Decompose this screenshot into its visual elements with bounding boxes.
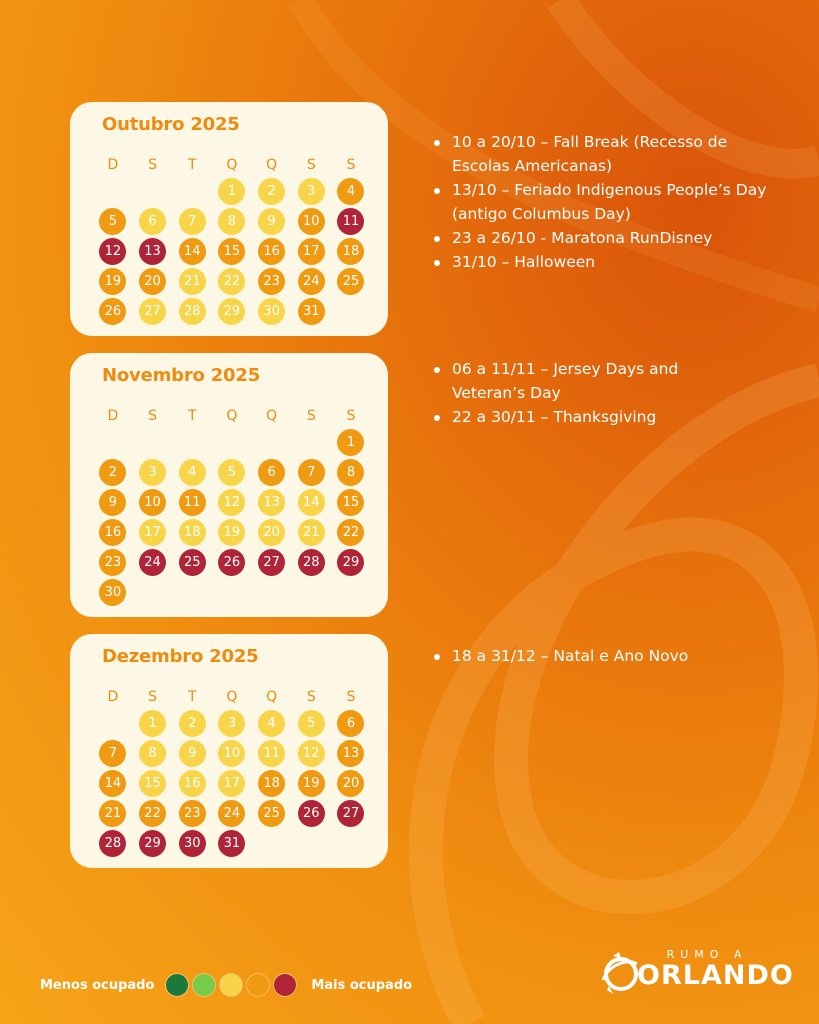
legend-dot-level-5 — [274, 974, 296, 996]
calendar-day: 3 — [218, 710, 245, 737]
calendar-day: 22 — [337, 519, 364, 546]
calendar-day: 4 — [258, 710, 285, 737]
calendar-day: 16 — [258, 238, 285, 265]
day-cell — [93, 519, 133, 546]
calendar-day: 23 — [258, 268, 285, 295]
day-cell — [172, 298, 212, 325]
calendar-day: 2 — [179, 710, 206, 737]
day-cell — [212, 519, 252, 546]
day-cell — [133, 800, 173, 827]
day-cell — [172, 268, 212, 295]
day-cell — [133, 489, 173, 516]
calendar-day: 23 — [99, 549, 126, 576]
calendar-day: 5 — [99, 208, 126, 235]
day-cell — [133, 830, 173, 857]
day-cell — [331, 770, 371, 797]
calendar-day: 19 — [298, 770, 325, 797]
day-cell — [252, 238, 292, 265]
week-row — [93, 798, 373, 828]
week-row — [93, 768, 373, 798]
calendar-day: 5 — [298, 710, 325, 737]
calendar-day: 15 — [337, 489, 364, 516]
day-cell — [331, 549, 371, 576]
day-cell — [212, 549, 252, 576]
calendar-day: 12 — [218, 489, 245, 516]
calendar-day: 1 — [337, 429, 364, 456]
calendar-day: 23 — [179, 800, 206, 827]
globe-swirl-logo-icon — [599, 950, 639, 996]
day-cell — [212, 740, 252, 767]
weekday-label: Q — [266, 157, 278, 173]
event-item: 13/10 – Feriado Indigenous People’s Day (antigo Columbus Day) — [430, 178, 770, 226]
calendar-day: 18 — [258, 770, 285, 797]
weekday-label: Q — [266, 689, 278, 705]
calendar-day: 2 — [258, 178, 285, 205]
calendar-day: 22 — [139, 800, 166, 827]
calendar-day: 30 — [179, 830, 206, 857]
day-cell — [291, 519, 331, 546]
calendar-day: 16 — [99, 519, 126, 546]
calendar-december — [70, 634, 388, 868]
day-cell — [212, 238, 252, 265]
day-cell — [172, 489, 212, 516]
calendar-day: 17 — [218, 770, 245, 797]
day-cell — [252, 710, 292, 737]
day-cell — [93, 830, 133, 857]
calendar-day: 7 — [298, 459, 325, 486]
calendar-day: 8 — [218, 208, 245, 235]
day-cell — [172, 800, 212, 827]
calendar-day: 11 — [179, 489, 206, 516]
day-cell — [291, 740, 331, 767]
day-cell — [133, 238, 173, 265]
day-cell — [93, 740, 133, 767]
calendar-grid — [93, 154, 373, 326]
calendar-day: 24 — [139, 549, 166, 576]
day-cell — [291, 710, 331, 737]
brand-top-text: RUMO A — [666, 948, 748, 961]
brand-main-text: ORLANDO — [637, 960, 794, 991]
day-cell — [93, 489, 133, 516]
weekday-label: S — [346, 689, 356, 705]
day-cell — [291, 489, 331, 516]
brand-logo — [597, 948, 794, 998]
day-cell — [93, 549, 133, 576]
day-cell — [212, 268, 252, 295]
calendar-day: 17 — [139, 519, 166, 546]
calendar-november — [70, 353, 388, 617]
legend-more-label: Mais ocupado — [311, 977, 413, 993]
calendar-day: 24 — [218, 800, 245, 827]
calendar-day: 9 — [99, 489, 126, 516]
calendar-day: 7 — [179, 208, 206, 235]
calendar-day: 27 — [337, 800, 364, 827]
calendar-day: 15 — [139, 770, 166, 797]
weekday-label: Q — [226, 157, 238, 173]
occupancy-legend — [40, 970, 412, 1000]
calendar-day: 18 — [179, 519, 206, 546]
day-cell — [291, 268, 331, 295]
weekday-label: T — [187, 689, 197, 705]
day-cell — [172, 830, 212, 857]
calendar-grid — [93, 686, 373, 858]
calendar-day: 17 — [298, 238, 325, 265]
calendar-day: 13 — [139, 238, 166, 265]
day-cell — [252, 770, 292, 797]
day-cell — [172, 740, 212, 767]
calendar-day: 25 — [337, 268, 364, 295]
day-cell — [331, 489, 371, 516]
week-row — [93, 176, 373, 206]
day-cell — [133, 208, 173, 235]
calendar-day: 12 — [298, 740, 325, 767]
week-row — [93, 266, 373, 296]
calendar-day: 26 — [218, 549, 245, 576]
day-cell — [93, 770, 133, 797]
calendar-day: 25 — [179, 549, 206, 576]
legend-dot-level-1 — [166, 974, 188, 996]
event-item: 22 a 30/11 – Thanksgiving — [430, 405, 680, 429]
week-row — [93, 487, 373, 517]
event-item: 06 a 11/11 – Jersey Days and Veteran’s Day — [430, 357, 680, 405]
day-cell — [93, 298, 133, 325]
day-cell — [291, 178, 331, 205]
calendar-day: 4 — [179, 459, 206, 486]
calendar-day: 1 — [139, 710, 166, 737]
week-row — [93, 296, 373, 326]
day-cell — [331, 740, 371, 767]
day-cell — [291, 298, 331, 325]
day-cell — [212, 800, 252, 827]
calendar-day: 28 — [99, 830, 126, 857]
calendar-day: 31 — [218, 830, 245, 857]
calendar-day: 19 — [99, 268, 126, 295]
day-cell — [172, 710, 212, 737]
legend-less-label: Menos ocupado — [40, 977, 155, 993]
calendar-day: 6 — [337, 710, 364, 737]
weekday-label: S — [346, 157, 356, 173]
day-cell — [172, 459, 212, 486]
day-cell — [291, 238, 331, 265]
week-row — [93, 738, 373, 768]
day-cell — [133, 710, 173, 737]
day-cell — [331, 208, 371, 235]
weekday-header — [93, 405, 373, 427]
day-cell — [172, 549, 212, 576]
day-cell — [133, 268, 173, 295]
calendar-day: 21 — [179, 268, 206, 295]
day-cell — [93, 208, 133, 235]
calendar-day: 9 — [179, 740, 206, 767]
calendar-day: 13 — [337, 740, 364, 767]
day-cell — [93, 268, 133, 295]
day-cell — [252, 298, 292, 325]
calendar-day: 30 — [258, 298, 285, 325]
day-cell — [291, 549, 331, 576]
day-cell — [291, 800, 331, 827]
weekday-label: S — [306, 157, 316, 173]
legend-dot-level-4 — [247, 974, 269, 996]
calendar-day: 14 — [179, 238, 206, 265]
weekday-label: Q — [226, 689, 238, 705]
day-cell — [172, 238, 212, 265]
week-row — [93, 236, 373, 266]
week-row — [93, 577, 373, 607]
calendar-day: 29 — [218, 298, 245, 325]
day-cell — [212, 459, 252, 486]
day-cell — [331, 238, 371, 265]
calendar-day: 14 — [99, 770, 126, 797]
calendar-day: 6 — [258, 459, 285, 486]
day-cell — [331, 429, 371, 456]
weekday-label: Q — [226, 408, 238, 424]
weekday-label: S — [346, 408, 356, 424]
calendar-day: 6 — [139, 208, 166, 235]
week-row — [93, 708, 373, 738]
calendar-day: 26 — [99, 298, 126, 325]
calendar-day: 16 — [179, 770, 206, 797]
day-cell — [252, 178, 292, 205]
calendar-day: 21 — [99, 800, 126, 827]
calendar-day: 10 — [298, 208, 325, 235]
calendar-day: 30 — [99, 579, 126, 606]
calendar-day: 28 — [179, 298, 206, 325]
calendar-day: 7 — [99, 740, 126, 767]
events-december — [430, 644, 770, 668]
weekday-label: D — [107, 408, 119, 424]
weekday-label: T — [187, 157, 197, 173]
day-cell — [331, 178, 371, 205]
weekday-label: D — [107, 689, 119, 705]
weekday-header — [93, 154, 373, 176]
day-cell — [252, 489, 292, 516]
calendar-day: 19 — [218, 519, 245, 546]
calendar-october — [70, 102, 388, 336]
day-cell — [291, 770, 331, 797]
day-cell — [133, 519, 173, 546]
week-row — [93, 828, 373, 858]
calendar-day: 10 — [139, 489, 166, 516]
event-item: 10 a 20/10 – Fall Break (Recesso de Escolas Americanas) — [430, 130, 770, 178]
calendar-day: 18 — [337, 238, 364, 265]
day-cell — [93, 459, 133, 486]
day-cell — [172, 519, 212, 546]
day-cell — [212, 489, 252, 516]
day-cell — [212, 178, 252, 205]
day-cell — [331, 800, 371, 827]
week-row — [93, 517, 373, 547]
calendar-day: 29 — [139, 830, 166, 857]
month-title: Dezembro 2025 — [102, 646, 259, 667]
calendar-day: 11 — [258, 740, 285, 767]
calendar-day: 27 — [139, 298, 166, 325]
week-row — [93, 457, 373, 487]
day-cell — [252, 208, 292, 235]
calendar-day: 31 — [298, 298, 325, 325]
calendar-day: 12 — [99, 238, 126, 265]
day-cell — [93, 800, 133, 827]
week-row — [93, 547, 373, 577]
day-cell — [172, 770, 212, 797]
day-cell — [133, 740, 173, 767]
calendar-day: 20 — [139, 268, 166, 295]
day-cell — [212, 770, 252, 797]
day-cell — [133, 298, 173, 325]
day-cell — [331, 710, 371, 737]
day-cell — [252, 740, 292, 767]
calendar-day: 3 — [298, 178, 325, 205]
day-cell — [252, 459, 292, 486]
calendar-day: 20 — [258, 519, 285, 546]
day-cell — [252, 268, 292, 295]
day-cell — [252, 549, 292, 576]
weekday-label: S — [306, 689, 316, 705]
calendar-day: 29 — [337, 549, 364, 576]
calendar-day: 13 — [258, 489, 285, 516]
calendar-day: 8 — [337, 459, 364, 486]
day-cell — [133, 459, 173, 486]
calendar-day: 15 — [218, 238, 245, 265]
day-cell — [93, 238, 133, 265]
day-cell — [93, 579, 133, 606]
weekday-label: S — [306, 408, 316, 424]
day-cell — [331, 519, 371, 546]
calendar-grid — [93, 405, 373, 607]
month-title: Outubro 2025 — [102, 114, 240, 135]
calendar-day: 26 — [298, 800, 325, 827]
day-cell — [212, 298, 252, 325]
calendar-day: 27 — [258, 549, 285, 576]
events-october — [430, 130, 770, 274]
weekday-label: S — [148, 689, 157, 705]
weekday-label: S — [148, 157, 157, 173]
day-cell — [172, 208, 212, 235]
calendar-day: 24 — [298, 268, 325, 295]
day-cell — [212, 208, 252, 235]
calendar-day: 11 — [337, 208, 364, 235]
calendar-day: 21 — [298, 519, 325, 546]
day-cell — [212, 710, 252, 737]
day-cell — [133, 549, 173, 576]
calendar-day: 22 — [218, 268, 245, 295]
month-title: Novembro 2025 — [102, 365, 261, 386]
weekday-label: S — [148, 408, 157, 424]
weekday-label: D — [107, 157, 119, 173]
calendar-day: 14 — [298, 489, 325, 516]
weekday-header — [93, 686, 373, 708]
events-november — [430, 357, 680, 429]
calendar-day: 8 — [139, 740, 166, 767]
calendar-day: 1 — [218, 178, 245, 205]
weekday-label: T — [187, 408, 197, 424]
week-row — [93, 206, 373, 236]
calendar-day: 3 — [139, 459, 166, 486]
legend-dot-level-2 — [193, 974, 215, 996]
day-cell — [252, 519, 292, 546]
calendar-day: 4 — [337, 178, 364, 205]
calendar-day: 25 — [258, 800, 285, 827]
calendar-day: 20 — [337, 770, 364, 797]
legend-dot-level-3 — [220, 974, 242, 996]
calendar-day: 5 — [218, 459, 245, 486]
day-cell — [252, 800, 292, 827]
calendar-day: 10 — [218, 740, 245, 767]
event-item: 18 a 31/12 – Natal e Ano Novo — [430, 644, 770, 668]
day-cell — [291, 208, 331, 235]
event-item: 31/10 – Halloween — [430, 250, 770, 274]
day-cell — [331, 268, 371, 295]
calendar-day: 9 — [258, 208, 285, 235]
day-cell — [212, 830, 252, 857]
event-item: 23 a 26/10 - Maratona RunDisney — [430, 226, 770, 250]
day-cell — [291, 459, 331, 486]
weekday-label: Q — [266, 408, 278, 424]
calendar-day: 28 — [298, 549, 325, 576]
day-cell — [133, 770, 173, 797]
week-row — [93, 427, 373, 457]
day-cell — [331, 459, 371, 486]
legend-scale — [166, 974, 301, 996]
calendar-day: 2 — [99, 459, 126, 486]
